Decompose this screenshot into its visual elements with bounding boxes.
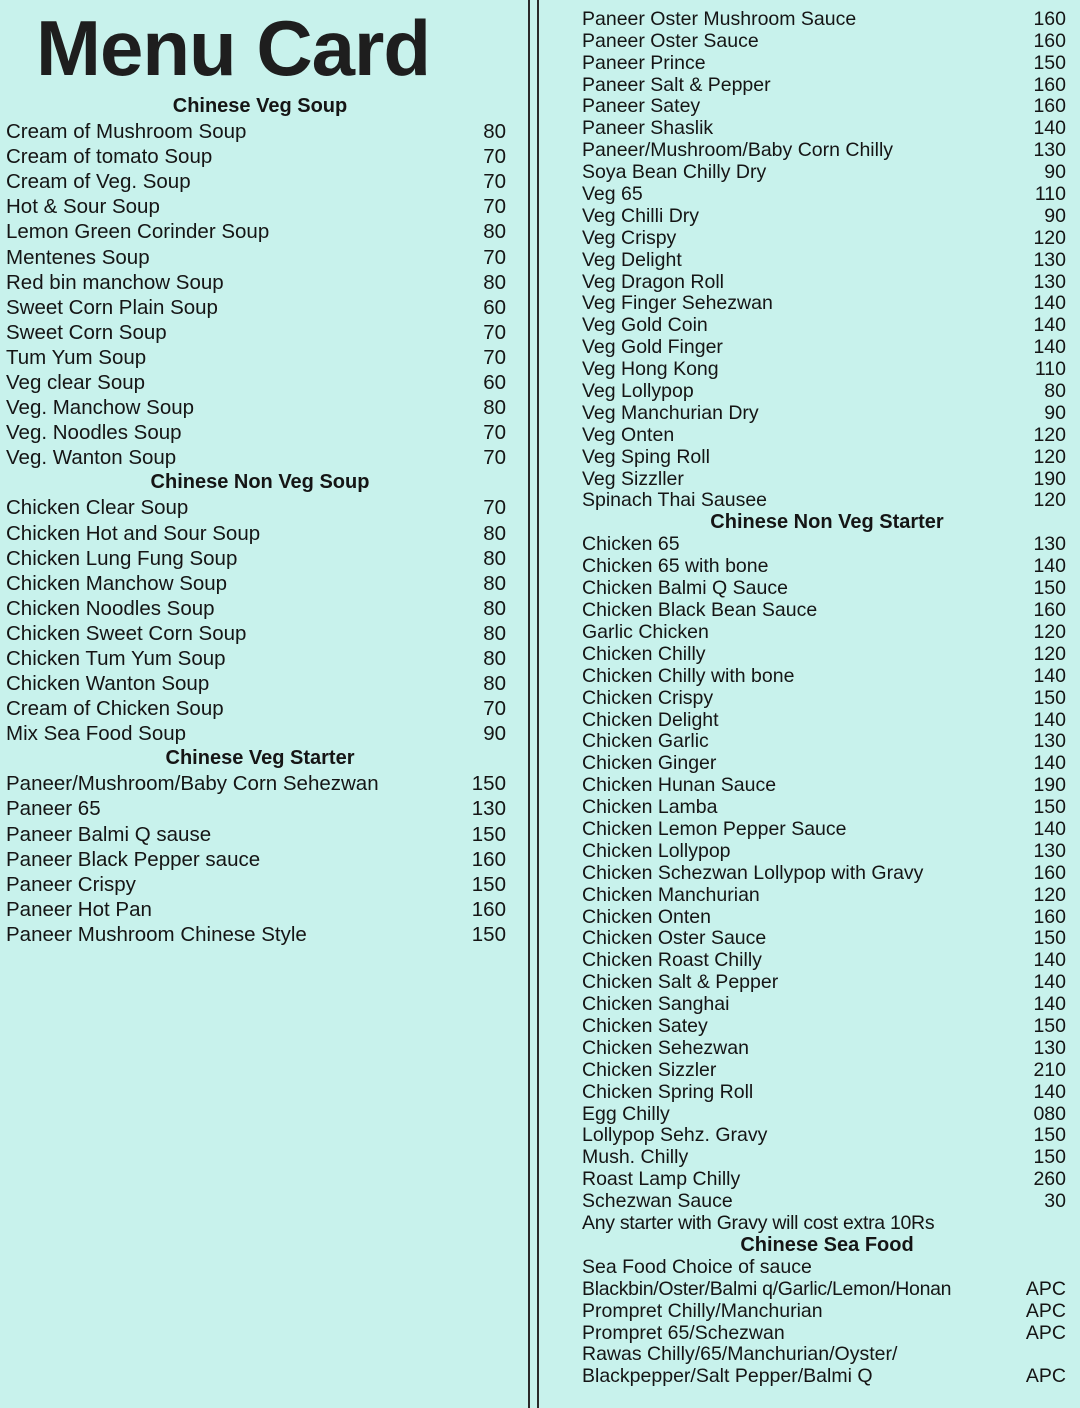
item-name: Rawas Chilly/65/Manchurian/Oyster/ xyxy=(582,1343,898,1366)
item-name: Chicken Roast Chilly xyxy=(582,949,762,972)
menu-item xyxy=(540,490,1080,512)
item-name: Chicken Black Bean Sauce xyxy=(582,599,818,622)
item-name: Chicken Garlic xyxy=(582,730,709,753)
item-name: Egg Chilly xyxy=(582,1102,670,1125)
item-price: 120 xyxy=(1033,642,1066,665)
menu-item xyxy=(0,872,526,897)
item-name: Veg 65 xyxy=(582,183,643,206)
item-price: 260 xyxy=(1033,1168,1066,1191)
item-name: Chicken Chilly xyxy=(582,642,706,665)
item-name: Chicken Sehezwan xyxy=(582,1036,749,1059)
menu-item xyxy=(540,52,1080,74)
item-name: Chicken Wanton Soup xyxy=(6,672,210,696)
item-name: Chicken Ginger xyxy=(582,752,717,775)
item-name: Paneer Oster Mushroom Sauce xyxy=(582,7,857,30)
item-price: 160 xyxy=(1033,7,1066,30)
item-name: Veg Finger Sehezwan xyxy=(582,292,773,315)
item-price: 160 xyxy=(1033,861,1066,884)
item-price: APC xyxy=(1025,1299,1066,1322)
menu-item xyxy=(540,314,1080,336)
item-price: 150 xyxy=(1033,577,1066,600)
menu-item xyxy=(0,194,526,219)
menu-item xyxy=(540,1300,1080,1322)
item-price: 140 xyxy=(1033,949,1066,972)
item-name: Chicken Lung Fung Soup xyxy=(6,546,238,570)
item-price: 90 xyxy=(1044,161,1066,184)
item-price: 140 xyxy=(1033,817,1066,840)
menu-item xyxy=(540,1168,1080,1190)
item-price: 70 xyxy=(483,195,506,219)
menu-item xyxy=(540,1037,1080,1059)
menu-item xyxy=(0,646,526,671)
item-name: Cream of Chicken Soup xyxy=(6,697,224,721)
menu-item xyxy=(540,74,1080,96)
item-price: 140 xyxy=(1033,555,1066,578)
item-price: 70 xyxy=(483,345,506,369)
menu-item xyxy=(540,1344,1080,1366)
item-name: Chicken Clear Soup xyxy=(6,496,189,520)
item-price: 140 xyxy=(1033,708,1066,731)
item-name: Chicken Hot and Sour Soup xyxy=(6,521,261,545)
menu-item xyxy=(540,1081,1080,1103)
menu-item xyxy=(540,621,1080,643)
item-price: 80 xyxy=(483,270,506,294)
right-column xyxy=(540,0,1080,1408)
item-price: 080 xyxy=(1033,1102,1066,1125)
menu-item xyxy=(540,402,1080,424)
item-price: 130 xyxy=(1033,139,1066,162)
menu-item xyxy=(540,8,1080,30)
item-price: 80 xyxy=(483,120,506,144)
menu-item xyxy=(0,897,526,922)
item-name: Chicken Lemon Pepper Sauce xyxy=(582,817,847,840)
section-title: Chinese Sea Food xyxy=(740,1233,914,1256)
item-price: 120 xyxy=(1033,883,1066,906)
item-price: 130 xyxy=(1033,533,1066,556)
item-price: 160 xyxy=(1033,95,1066,118)
item-name: Paneer Crispy xyxy=(6,872,136,896)
menu-item xyxy=(0,922,526,947)
item-price: 80 xyxy=(483,220,506,244)
item-price: 120 xyxy=(1033,445,1066,468)
item-price: 140 xyxy=(1033,292,1066,315)
menu-item xyxy=(540,665,1080,687)
menu-item xyxy=(540,358,1080,380)
item-price: 130 xyxy=(1033,1036,1066,1059)
section-title: Chinese Non Veg Starter xyxy=(710,511,944,534)
item-name: Veg Hong Kong xyxy=(582,358,719,381)
item-name: Garlic Chicken xyxy=(582,620,709,643)
item-price: 70 xyxy=(483,446,506,470)
item-price: 160 xyxy=(1033,73,1066,96)
item-name: Prompret Chilly/Manchurian xyxy=(582,1299,823,1322)
item-price: 140 xyxy=(1033,752,1066,775)
menu-item xyxy=(0,270,526,295)
item-name: Chicken Schezwan Lollypop with Gravy xyxy=(582,861,924,884)
item-price: 190 xyxy=(1033,774,1066,797)
item-price: 140 xyxy=(1033,336,1066,359)
item-price: 80 xyxy=(483,546,506,570)
item-name: Veg Manchurian Dry xyxy=(582,401,759,424)
item-name: Veg Delight xyxy=(582,248,682,271)
menu-item xyxy=(0,621,526,646)
menu-item xyxy=(0,771,526,796)
item-name: Chicken Satey xyxy=(582,1014,708,1037)
item-name: Chicken Balmi Q Sauce xyxy=(582,577,788,600)
menu-item xyxy=(0,445,526,470)
item-name: Veg. Manchow Soup xyxy=(6,396,195,420)
item-name: Chicken Sanghai xyxy=(582,993,730,1016)
item-price: 140 xyxy=(1033,314,1066,337)
item-price: 120 xyxy=(1033,489,1066,512)
menu-item xyxy=(540,139,1080,161)
item-price: 120 xyxy=(1033,423,1066,446)
item-name: Chicken Onten xyxy=(582,905,711,928)
item-price: 150 xyxy=(1033,1014,1066,1037)
menu-item xyxy=(540,862,1080,884)
menu-item xyxy=(540,1059,1080,1081)
item-price: 160 xyxy=(1033,905,1066,928)
item-name: Cream of Mushroom Soup xyxy=(6,120,247,144)
column-divider xyxy=(537,0,539,1408)
menu-item xyxy=(0,244,526,269)
right-sections xyxy=(540,8,1080,1387)
item-price: 80 xyxy=(483,646,506,670)
item-name: Veg. Wanton Soup xyxy=(6,446,177,470)
item-name: Paneer Black Pepper sauce xyxy=(6,847,261,871)
item-name: Chicken Lamba xyxy=(582,796,718,819)
item-name: Lemon Green Corinder Soup xyxy=(6,220,270,244)
left-column xyxy=(0,0,526,1408)
item-name: Tum Yum Soup xyxy=(6,345,147,369)
item-price: 130 xyxy=(1033,270,1066,293)
item-price: 160 xyxy=(1033,599,1066,622)
item-price: 130 xyxy=(1033,248,1066,271)
menu-item xyxy=(0,696,526,721)
menu-item xyxy=(540,993,1080,1015)
menu-item xyxy=(0,671,526,696)
item-price: 60 xyxy=(483,295,506,319)
item-price: 80 xyxy=(483,621,506,645)
item-name: Veg. Noodles Soup xyxy=(6,421,182,445)
item-name: Chicken Chilly with bone xyxy=(582,664,795,687)
menu-item xyxy=(0,119,526,144)
item-price: 90 xyxy=(1044,401,1066,424)
item-price: 80 xyxy=(483,396,506,420)
item-name: Paneer Shaslik xyxy=(582,117,714,140)
item-price: 80 xyxy=(483,521,506,545)
item-name: Hot & Sour Soup xyxy=(6,195,160,219)
item-name: Mix Sea Food Soup xyxy=(6,722,187,746)
item-name: Red bin manchow Soup xyxy=(6,270,224,294)
item-name: Chicken Delight xyxy=(582,708,719,731)
menu-item xyxy=(0,721,526,746)
menu-item xyxy=(540,227,1080,249)
item-price: 150 xyxy=(471,872,506,896)
item-name: Paneer Oster Sauce xyxy=(582,29,759,52)
item-price: 160 xyxy=(471,897,506,921)
item-name: Prompret 65/Schezwan xyxy=(582,1321,785,1344)
menu-item xyxy=(540,1146,1080,1168)
item-name: Paneer Hot Pan xyxy=(6,897,152,921)
menu-item xyxy=(0,546,526,571)
item-name: Chicken Manchow Soup xyxy=(6,571,228,595)
item-name: Mush. Chilly xyxy=(582,1146,689,1169)
item-price: 140 xyxy=(1033,993,1066,1016)
menu-item xyxy=(540,30,1080,52)
item-name: Sweet Corn Plain Soup xyxy=(6,295,218,319)
menu-item xyxy=(540,1256,1080,1278)
item-price: 140 xyxy=(1033,971,1066,994)
menu-item xyxy=(540,336,1080,358)
menu-item xyxy=(0,295,526,320)
menu-item xyxy=(0,796,526,821)
menu-item xyxy=(0,395,526,420)
item-price: 140 xyxy=(1033,117,1066,140)
item-name: Chicken Hunan Sauce xyxy=(582,774,777,797)
item-price: 90 xyxy=(483,722,506,746)
menu-item xyxy=(540,1103,1080,1125)
menu-item xyxy=(540,271,1080,293)
menu-item xyxy=(0,571,526,596)
item-name: Sweet Corn Soup xyxy=(6,320,167,344)
item-price: 150 xyxy=(1033,686,1066,709)
menu-item xyxy=(540,709,1080,731)
item-name: Veg Lollypop xyxy=(582,380,694,403)
item-name: Cream of Veg. Soup xyxy=(6,170,191,194)
menu-item xyxy=(0,821,526,846)
item-price: 80 xyxy=(1044,380,1066,403)
menu-item xyxy=(540,577,1080,599)
item-name: Chicken 65 with bone xyxy=(582,555,769,578)
section-title: Chinese Veg Soup xyxy=(172,95,348,117)
item-name: Spinach Thai Sausee xyxy=(582,489,768,512)
menu-item xyxy=(540,1015,1080,1037)
item-name: Chicken Sizzler xyxy=(582,1058,717,1081)
menu-item xyxy=(0,420,526,445)
item-price: 70 xyxy=(483,421,506,445)
item-price: 60 xyxy=(483,371,506,395)
item-name: Mentenes Soup xyxy=(6,245,150,269)
item-price: 80 xyxy=(483,672,506,696)
item-price: 30 xyxy=(1044,1190,1066,1213)
item-name: Sea Food Choice of sauce xyxy=(582,1255,812,1278)
menu-item xyxy=(0,847,526,872)
item-name: Chicken Salt & Pepper xyxy=(582,971,779,994)
item-name: Any starter with Gravy will cost extra 10Rs xyxy=(582,1211,935,1234)
item-price: 110 xyxy=(1034,183,1066,206)
column-divider xyxy=(528,0,530,1408)
item-name: Chicken Manchurian xyxy=(582,883,760,906)
item-name: Veg Onten xyxy=(582,423,675,446)
item-price: 70 xyxy=(483,170,506,194)
menu-item xyxy=(540,687,1080,709)
menu-item xyxy=(540,949,1080,971)
menu-item xyxy=(540,840,1080,862)
item-name: Blackpepper/Salt Pepper/Balmi Q xyxy=(582,1365,873,1388)
item-price: 150 xyxy=(1033,927,1066,950)
menu-item xyxy=(540,533,1080,555)
item-name: Paneer Mushroom Chinese Style xyxy=(6,922,307,946)
item-price: APC xyxy=(1025,1365,1066,1388)
menu-item xyxy=(540,446,1080,468)
item-name: Chicken Sweet Corn Soup xyxy=(6,621,247,645)
menu-item xyxy=(540,380,1080,402)
item-name: Roast Lamp Chilly xyxy=(582,1168,741,1191)
item-name: Veg Crispy xyxy=(582,226,677,249)
item-price: 190 xyxy=(1033,467,1066,490)
menu-item xyxy=(540,424,1080,446)
menu-item xyxy=(540,752,1080,774)
item-name: Chicken Spring Roll xyxy=(582,1080,754,1103)
menu-item xyxy=(540,293,1080,315)
menu-item xyxy=(0,345,526,370)
item-name: Paneer/Mushroom/Baby Corn Chilly xyxy=(582,139,894,162)
item-name: Chicken Noodles Soup xyxy=(6,596,215,620)
menu-item xyxy=(540,205,1080,227)
item-price: 80 xyxy=(483,596,506,620)
menu-item xyxy=(540,731,1080,753)
menu-item xyxy=(0,596,526,621)
menu-item xyxy=(540,643,1080,665)
item-price: 160 xyxy=(1033,29,1066,52)
item-price: 150 xyxy=(471,772,506,796)
left-sections xyxy=(0,94,526,947)
item-name: Veg Dragon Roll xyxy=(582,270,725,293)
item-name: Veg Chilli Dry xyxy=(582,204,700,227)
item-price: 150 xyxy=(1033,1124,1066,1147)
item-price: 70 xyxy=(483,145,506,169)
item-price: 150 xyxy=(1033,1146,1066,1169)
menu-item xyxy=(540,906,1080,928)
item-name: Veg Gold Finger xyxy=(582,336,723,359)
item-name: Paneer Satey xyxy=(582,95,701,118)
menu-item xyxy=(0,219,526,244)
item-name: Chicken Crispy xyxy=(582,686,714,709)
item-price: 70 xyxy=(483,496,506,520)
item-name: Paneer/Mushroom/Baby Corn Sehezwan xyxy=(6,772,379,796)
item-price: 70 xyxy=(483,245,506,269)
item-price: 80 xyxy=(483,571,506,595)
item-name: Chicken Oster Sauce xyxy=(582,927,767,950)
item-name: Veg Sizzller xyxy=(582,467,684,490)
menu-item xyxy=(540,96,1080,118)
section-title: Chinese Veg Starter xyxy=(165,747,355,770)
item-name: Schezwan Sauce xyxy=(582,1190,733,1213)
menu-item xyxy=(540,249,1080,271)
item-price: 70 xyxy=(483,320,506,344)
item-price: APC xyxy=(1025,1277,1066,1300)
menu-item xyxy=(540,1212,1080,1234)
item-name: Chicken Tum Yum Soup xyxy=(6,646,226,670)
item-name: Paneer Salt & Pepper xyxy=(582,73,771,96)
menu-item xyxy=(0,370,526,395)
item-name: Soya Bean Chilly Dry xyxy=(582,161,767,184)
item-price: 120 xyxy=(1033,226,1066,249)
menu-item xyxy=(540,1278,1080,1300)
item-price: 210 xyxy=(1033,1058,1066,1081)
item-price: 150 xyxy=(471,822,506,846)
item-price: 150 xyxy=(1033,796,1066,819)
menu-item xyxy=(0,144,526,169)
item-name: Paneer Balmi Q sause xyxy=(6,822,212,846)
menu-item xyxy=(540,1322,1080,1344)
menu-item xyxy=(540,161,1080,183)
item-price: APC xyxy=(1025,1321,1066,1344)
item-name: Veg clear Soup xyxy=(6,371,146,395)
menu-item xyxy=(0,520,526,545)
item-price: 140 xyxy=(1033,664,1066,687)
menu-item xyxy=(540,818,1080,840)
item-name: Chicken 65 xyxy=(582,533,680,556)
menu-item xyxy=(540,1125,1080,1147)
item-price: 130 xyxy=(471,797,506,821)
menu-item xyxy=(540,884,1080,906)
item-name: Paneer 65 xyxy=(6,797,101,821)
menu-item xyxy=(540,1365,1080,1387)
item-name: Veg Sping Roll xyxy=(582,445,710,468)
item-price: 160 xyxy=(471,847,506,871)
menu-item xyxy=(0,169,526,194)
item-name: Lollypop Sehz. Gravy xyxy=(582,1124,768,1147)
item-name: Blackbin/Oster/Balmi q/Garlic/Lemon/Honan xyxy=(582,1277,952,1300)
item-name: Veg Gold Coin xyxy=(582,314,708,337)
item-price: 140 xyxy=(1033,1080,1066,1103)
item-name: Paneer Prince xyxy=(582,51,706,74)
menu-item xyxy=(540,774,1080,796)
item-price: 70 xyxy=(483,697,506,721)
menu-item xyxy=(540,117,1080,139)
item-price: 150 xyxy=(471,922,506,946)
menu-item xyxy=(540,971,1080,993)
page-title: Menu Card xyxy=(36,4,431,92)
item-price: 110 xyxy=(1034,358,1066,381)
menu-item xyxy=(540,1190,1080,1212)
item-name: Chicken Lollypop xyxy=(582,839,731,862)
item-price: 90 xyxy=(1044,204,1066,227)
item-price: 150 xyxy=(1033,51,1066,74)
section-title: Chinese Non Veg Soup xyxy=(150,471,370,494)
menu-item xyxy=(540,928,1080,950)
menu-item xyxy=(540,599,1080,621)
menu-item xyxy=(540,555,1080,577)
menu-item xyxy=(0,320,526,345)
menu-item xyxy=(540,183,1080,205)
menu-item xyxy=(0,495,526,520)
menu-item xyxy=(540,468,1080,490)
item-price: 130 xyxy=(1033,839,1066,862)
menu-item xyxy=(540,796,1080,818)
item-price: 130 xyxy=(1033,730,1066,753)
item-price: 120 xyxy=(1033,620,1066,643)
item-name: Cream of tomato Soup xyxy=(6,145,213,169)
